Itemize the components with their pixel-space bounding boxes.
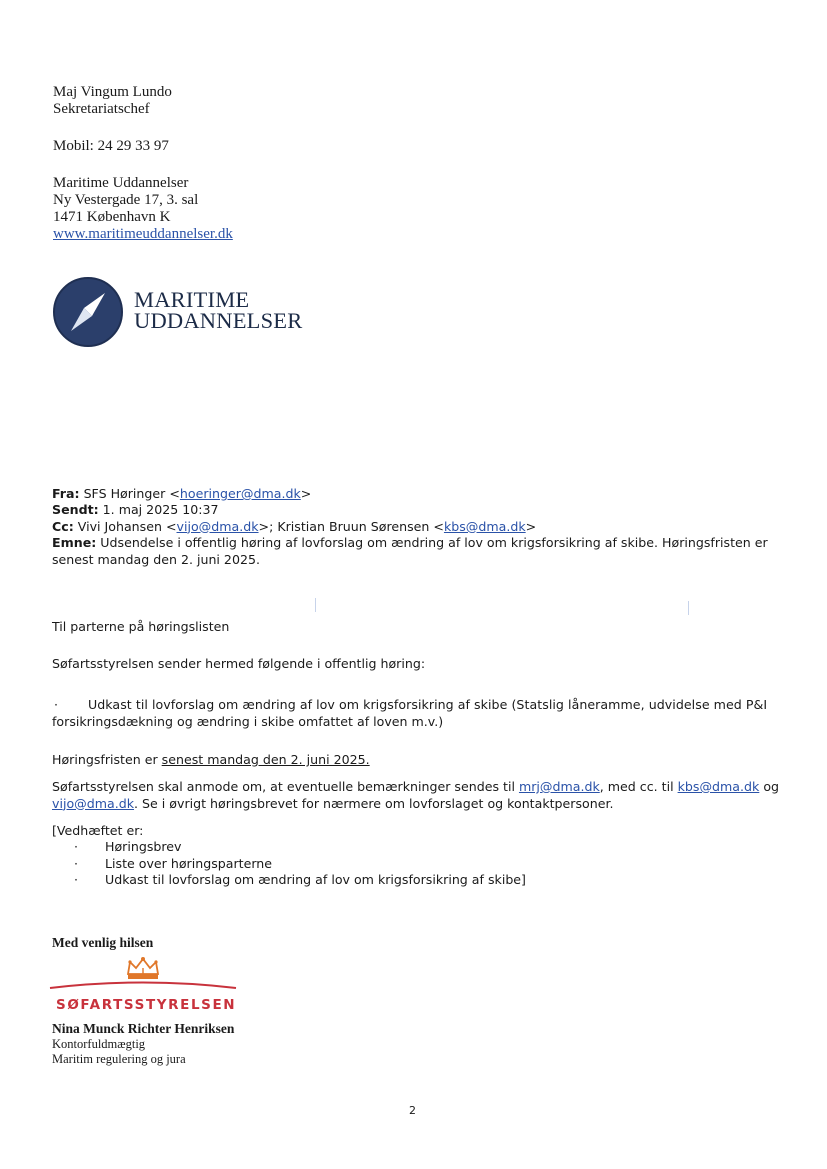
logo-line-2: UDDANNELSER	[134, 308, 303, 333]
sender-org: Maritime Uddannelser	[53, 175, 189, 191]
from-name: SFS Høringer <	[83, 486, 180, 501]
cc-mid: >; Kristian Bruun Sørensen <	[258, 518, 444, 534]
email-cc-row	[52, 519, 782, 535]
attachment-item	[52, 872, 526, 888]
email-from-row	[52, 486, 782, 502]
page-number: 2	[409, 1104, 416, 1117]
closing-greeting: Med venlig hilsen	[52, 935, 154, 950]
request-text-3: og	[759, 779, 780, 794]
cc-name-1: Vivi Johansen <	[77, 518, 177, 534]
cc-label: Cc:	[52, 518, 74, 534]
subject-line-1: Udsendelse i offentlig høring af lovforslag om ændring af lov om krigsforsikring af skibe. Høringsfristen er	[100, 535, 768, 551]
bullet-marker: ·	[74, 839, 79, 855]
greeting: Til parterne på høringslisten	[52, 619, 230, 634]
maritime-uddannelser-logo	[52, 276, 352, 346]
signer-department: Maritim regulering og jura	[52, 1052, 186, 1066]
bullet-line-2: forsikringsdækning og ændring i skibe omfattet af loven m.v.)	[52, 713, 444, 729]
sent-label: Sendt:	[52, 502, 99, 518]
request-text-2: , med cc. til	[599, 779, 678, 794]
attachment-item	[52, 856, 526, 872]
deadline-prefix: Høringsfristen er	[52, 752, 162, 767]
from-end: >	[300, 486, 312, 501]
logo-line-1: MARITIME	[134, 287, 250, 312]
sender-name: Maj Vingum Lundo	[53, 84, 172, 100]
signer-block	[52, 1021, 234, 1068]
scan-mark	[315, 598, 316, 612]
intro-paragraph: Søfartsstyrelsen sender hermed følgende i offentlig høring:	[52, 656, 426, 671]
email-sent-row	[52, 502, 782, 518]
sender-mobile: Mobil: 24 29 33 97	[53, 138, 169, 154]
attachment-label: Udkast til lovforslag om ændring af lov om krigsforsikring af skibe]	[105, 872, 526, 888]
cc-email-link-1[interactable]: vijo@dma.dk	[176, 518, 259, 534]
subject-line-2: senest mandag den 2. juni 2025.	[52, 551, 260, 567]
sender-signature	[53, 84, 233, 243]
attachment-item	[52, 839, 526, 855]
attachments-list	[52, 823, 526, 889]
sender-address-line1: Ny Vestergade 17, 3. sal	[53, 192, 199, 208]
attachment-label: Liste over høringsparterne	[105, 855, 273, 871]
scan-mark	[688, 601, 689, 615]
compass-logo-icon	[52, 276, 124, 348]
bullet-marker: ·	[54, 697, 59, 712]
sender-title: Sekretariatschef	[53, 101, 150, 117]
attachments-heading: [Vedhæftet er:	[52, 823, 144, 838]
request-text-1: Søfartsstyrelsen skal anmode om, at eventuelle bemærkninger sendes til	[52, 779, 519, 794]
request-email-link-3[interactable]: vijo@dma.dk	[52, 795, 135, 811]
crown-emblem-icon	[48, 955, 238, 995]
from-label: Fra:	[52, 486, 80, 501]
email-subject-row	[52, 535, 782, 551]
bullet-marker: ·	[74, 855, 79, 871]
sent-value: 1. maj 2025 10:37	[102, 502, 219, 518]
bullet-marker: ·	[74, 872, 79, 888]
sender-website-link[interactable]: www.maritimeuddannelser.dk	[53, 226, 233, 242]
email-header	[52, 486, 782, 568]
logo-wordmark	[134, 289, 302, 331]
hearing-bullet	[52, 697, 780, 731]
subject-label: Emne:	[52, 535, 97, 551]
cc-email-link-2[interactable]: kbs@dma.dk	[443, 518, 526, 534]
attachment-label: Høringsbrev	[105, 839, 182, 855]
request-text-4: . Se i øvrigt høringsbrevet for nærmere om lovforslaget og kontaktpersoner.	[134, 795, 614, 811]
authority-name: SØFARTSSTYRELSEN	[56, 997, 237, 1013]
from-email-link[interactable]: hoeringer@dma.dk	[179, 486, 301, 501]
deadline-date: senest mandag den 2. juni 2025.	[161, 752, 370, 767]
deadline-paragraph	[52, 752, 780, 769]
request-paragraph	[52, 779, 780, 813]
request-email-link-1[interactable]: mrj@dma.dk	[518, 779, 600, 794]
sender-address-line2: 1471 København K	[53, 209, 171, 225]
cc-end: >	[525, 518, 537, 534]
signer-name: Nina Munck Richter Henriksen	[52, 1021, 235, 1036]
request-email-link-2[interactable]: kbs@dma.dk	[677, 779, 760, 794]
signer-role: Kontorfuldmægtig	[52, 1036, 146, 1051]
bullet-line-1: Udkast til lovforslag om ændring af lov om krigsforsikring af skibe (Statslig låneramme, udvidelse med P&I	[88, 697, 768, 712]
